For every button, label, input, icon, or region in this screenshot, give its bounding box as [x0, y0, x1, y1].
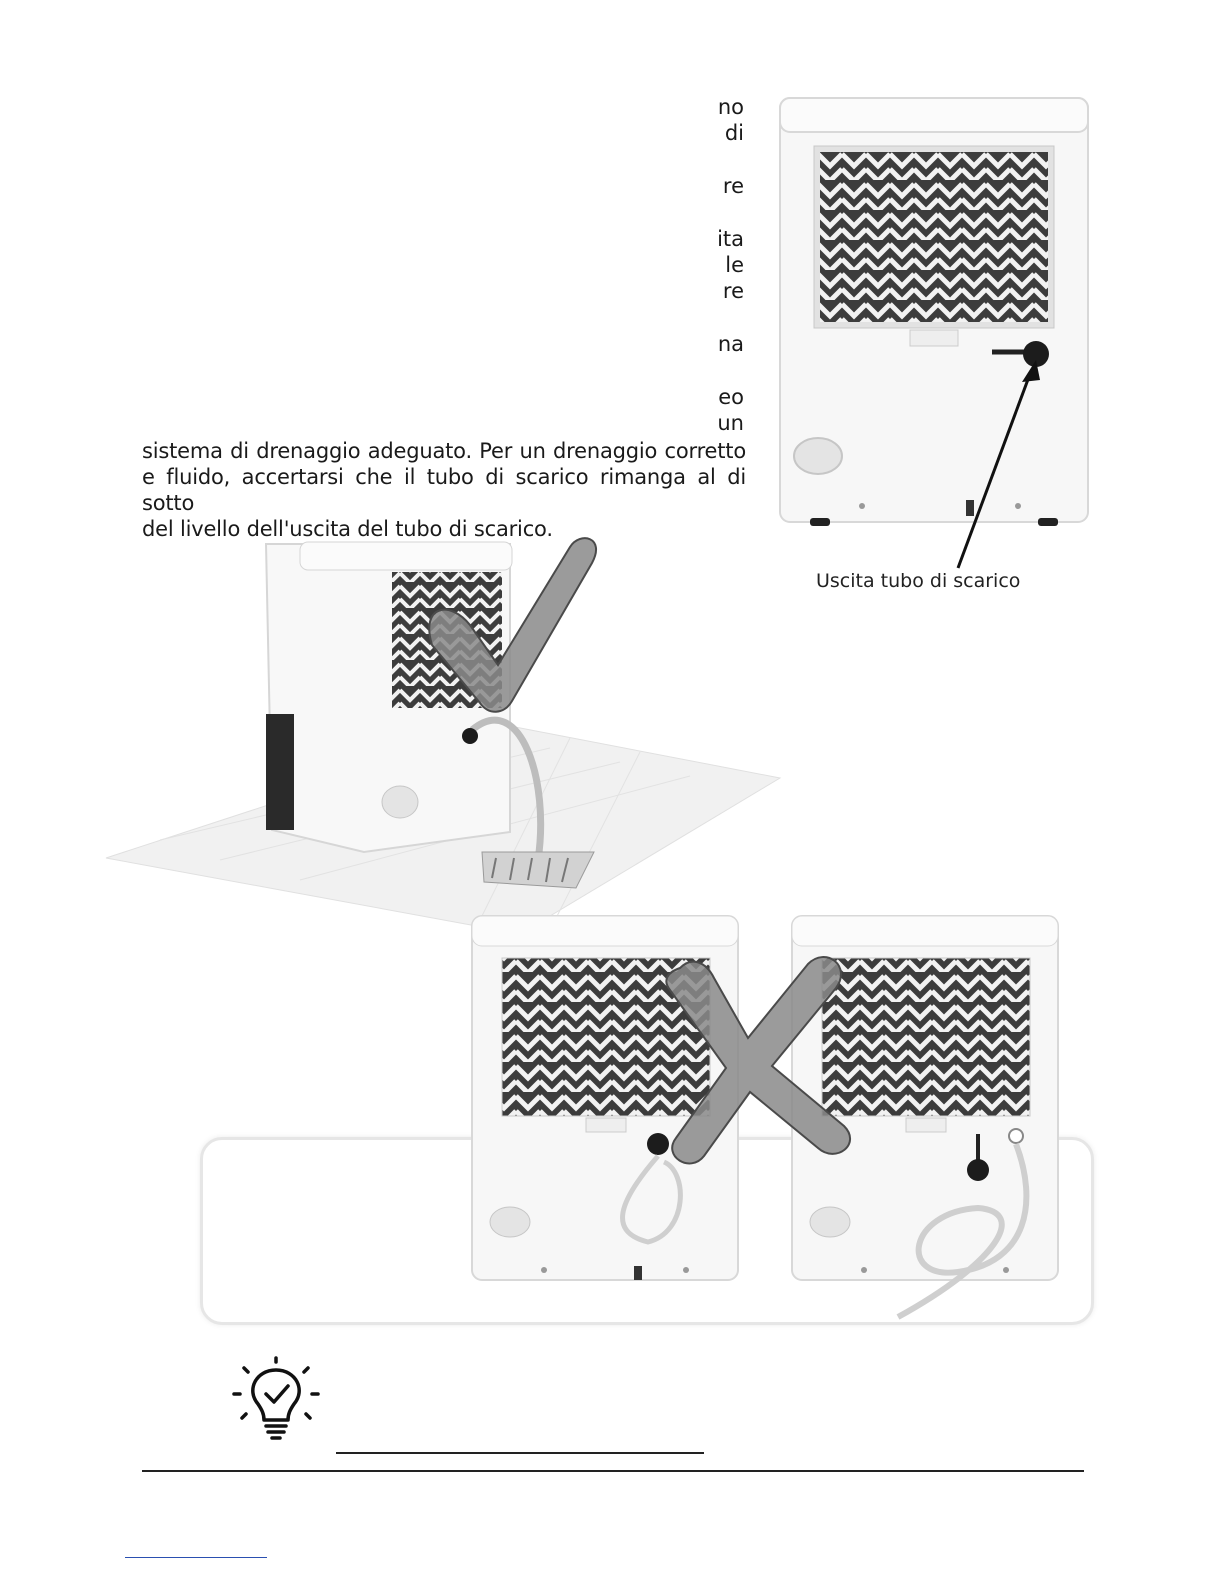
- footer-link-underline[interactable]: [125, 1557, 267, 1558]
- text-fragment: no: [717, 95, 744, 119]
- paragraph-line: del livello dell'uscita del tubo di scarico.: [142, 517, 553, 541]
- check-mark-icon: [420, 525, 600, 715]
- text-fragment: na: [717, 332, 744, 356]
- text-fragment: di: [724, 121, 744, 145]
- lightbulb-check-icon: [236, 1360, 316, 1444]
- text-fragment: re: [722, 174, 744, 198]
- page-divider: [142, 1470, 1084, 1472]
- text-fragment: re: [722, 279, 744, 303]
- tip-underline: [336, 1452, 704, 1454]
- x-mark-icon: [640, 950, 860, 1175]
- text-fragment: un: [717, 411, 744, 435]
- text-fragment: eo: [718, 385, 744, 409]
- paragraph-line: sistema di drenaggio adeguato. Per un drenaggio corretto: [142, 439, 746, 463]
- text-fragment: le: [725, 253, 744, 277]
- drain-outlet-caption: Uscita tubo di scarico: [816, 570, 1021, 592]
- paragraph-line: e fluido, accertarsi che il tubo di scarico rimanga al di sotto: [142, 465, 746, 515]
- dehumidifier-rear-illustration: [770, 90, 1100, 530]
- drain-outlet-arrow: [940, 360, 1050, 575]
- text-fragment: ita: [717, 227, 744, 251]
